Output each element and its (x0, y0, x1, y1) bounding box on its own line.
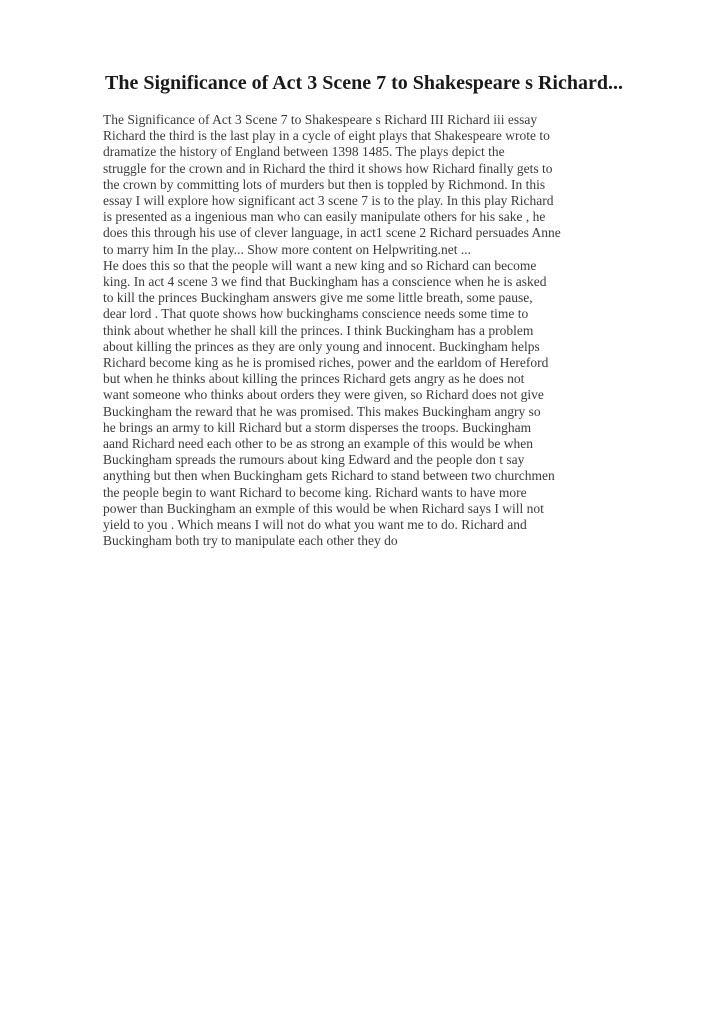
body-line: He does this so that the people will want a new king and so Richard can become (103, 257, 537, 273)
body-line: about killing the princes as they are only young and innocent. Buckingham helps (103, 338, 540, 354)
body-line: king. In act 4 scene 3 we find that Buckingham has a conscience when he is asked (103, 274, 547, 290)
body-line: he brings an army to kill Richard but a storm disperses the troops. Buckingham (103, 419, 532, 435)
body-line: the crown by committing lots of murders but then is toppled by Richmond. In this (103, 176, 546, 192)
body-line: essay I will explore how significant act 3 scene 7 is to the play. In this play Richard (103, 193, 554, 209)
document-title: The Significance of Act 3 Scene 7 to Shakespeare s Richard... (105, 72, 623, 94)
body-line: does this through his use of clever language, in act1 scene 2 Richard persuades Anne (103, 225, 561, 241)
body-line: yield to you . Which means I will not do what you want me to do. Richard and (103, 517, 527, 533)
body-line: power than Buckingham an exmple of this would be when Richard says I will not (103, 500, 544, 516)
body-line: Buckingham both try to manipulate each other they do (103, 533, 398, 549)
body-line: but when he thinks about killing the princes Richard gets angry as he does not (103, 371, 525, 387)
body-line: dear lord . That quote shows how buckinghams conscience needs some time to (103, 306, 529, 322)
body-line: the people begin to want Richard to become king. Richard wants to have more (103, 484, 527, 500)
body-line: struggle for the crown and in Richard the third it shows how Richard finally gets to (103, 160, 553, 176)
body-line: The Significance of Act 3 Scene 7 to Shakespeare s Richard III Richard iii essay (103, 112, 538, 127)
body-line: want someone who thinks about orders they were given, so Richard does not give (103, 387, 544, 403)
body-line: Richard the third is the last play in a cycle of eight plays that Shakespeare wrote to (103, 128, 550, 144)
body-line: dramatize the history of England between 1398 1485. The plays depict the (103, 144, 505, 160)
body-line: aand Richard need each other to be as strong an example of this would be when (103, 436, 533, 452)
body-line: anything but then when Buckingham gets Richard to stand between two churchmen (103, 468, 555, 484)
body-line: think about whether he shall kill the princes. I think Buckingham has a problem (103, 322, 534, 338)
body-line: Buckingham the reward that he was promised. This makes Buckingham angry so (103, 403, 541, 419)
body-line: to kill the princes Buckingham answers give me some little breath, some pause, (103, 290, 533, 306)
body-line: Buckingham spreads the rumours about king Edward and the people don t say (103, 452, 525, 468)
body-line: is presented as a ingenious man who can easily manipulate others for his sake , he (103, 209, 546, 225)
body-line: Richard become king as he is promised riches, power and the earldom of Hereford (103, 355, 549, 371)
body-line: to marry him In the play... Show more content on Helpwriting.net ... (103, 241, 472, 257)
document-body (103, 112, 663, 549)
